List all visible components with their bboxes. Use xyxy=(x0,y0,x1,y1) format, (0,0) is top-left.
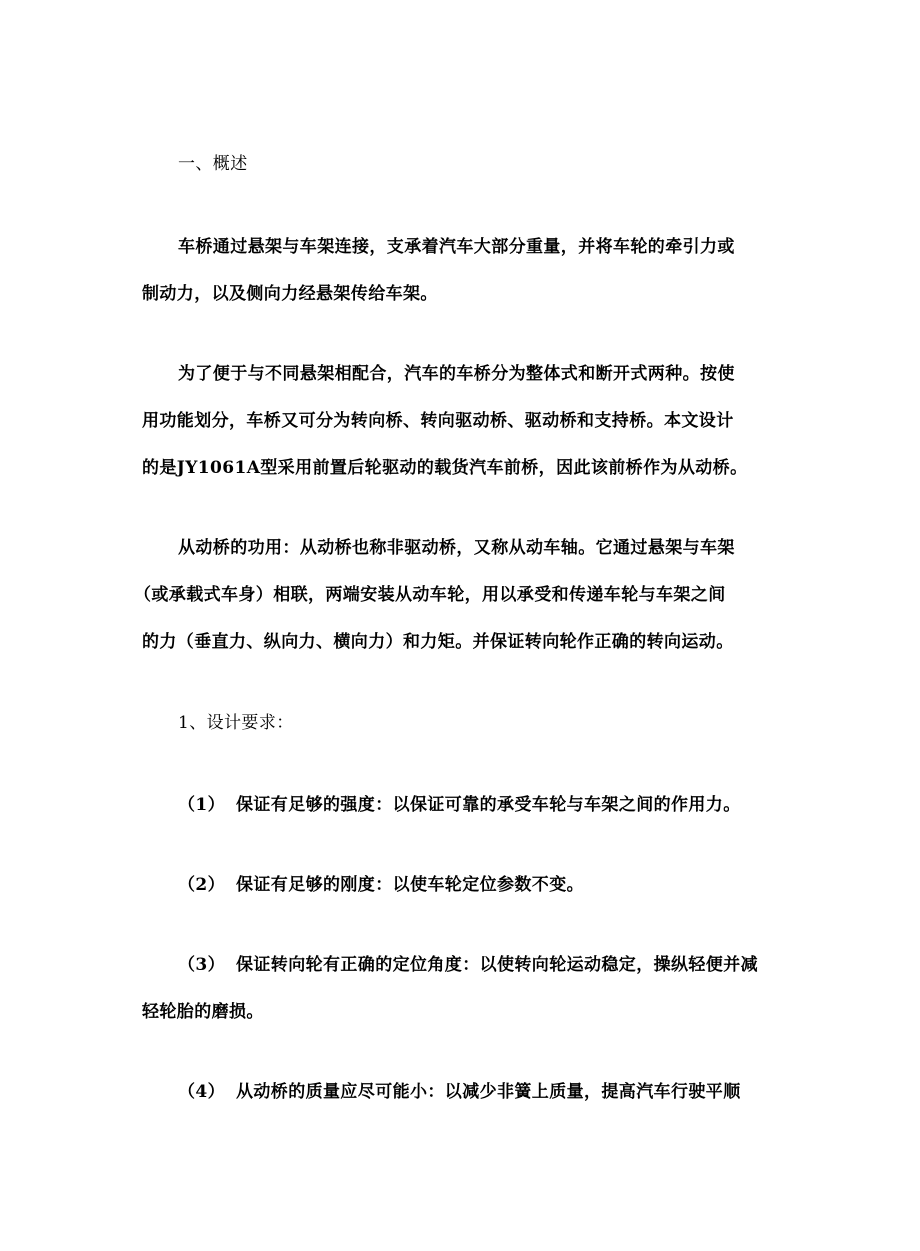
paragraph-3-line-1: 从动桥的功用：从动桥也称非驱动桥，又称从动车轴。它通过悬架与车架 xyxy=(178,538,735,558)
design-requirements-heading: 1、设计要求： xyxy=(178,713,294,733)
requirement-2 xyxy=(178,874,584,896)
requirement-3-line-2: 轻轮胎的磨损。 xyxy=(142,1002,264,1022)
requirement-text: 保证有足够的刚度：以使车轮定位参数不变。 xyxy=(236,875,584,895)
requirement-1 xyxy=(178,794,741,816)
requirement-4 xyxy=(178,1081,741,1103)
paragraph-2-line-2: 用功能划分，车桥又可分为转向桥、转向驱动桥、驱动桥和支持桥。本文设计 xyxy=(142,411,734,431)
section-heading: 一、概述 xyxy=(178,154,248,174)
requirement-text: 从动桥的质量应尽可能小：以减少非簧上质量，提高汽车行驶平顺 xyxy=(236,1082,741,1102)
paragraph-3-line-3: 的力（垂直力、纵向力、横向力）和力矩。并保证转向轮作正确的转向运动。 xyxy=(142,632,734,652)
requirement-text: 保证有足够的强度：以保证可靠的承受车轮与车架之间的作用力。 xyxy=(236,795,741,815)
paragraph-3-line-2: （或承载式车身）相联，两端安装从动车轮，用以承受和传递车轮与车架之间 xyxy=(134,585,726,605)
requirement-text: 保证转向轮有正确的定位角度：以使转向轮运动稳定，操纵轻便并减 xyxy=(236,955,758,975)
requirement-label: （4） xyxy=(178,1082,226,1102)
paragraph-1-line-1: 车桥通过悬架与车架连接，支承着汽车大部分重量，并将车轮的牵引力或 xyxy=(178,237,735,257)
requirement-label: （2） xyxy=(178,875,226,895)
paragraph-2-line-3: 的是JY1061A型采用前置后轮驱动的载货汽车前桥，因此该前桥作为从动桥。 xyxy=(142,458,748,478)
requirement-3-line-1 xyxy=(178,954,758,976)
paragraph-1-line-2: 制动力，以及侧向力经悬架传给车架。 xyxy=(142,284,438,304)
paragraph-2-line-1: 为了便于与不同悬架相配合，汽车的车桥分为整体式和断开式两种。按使 xyxy=(178,364,735,384)
requirement-label: （3） xyxy=(178,955,226,975)
requirement-label: （1） xyxy=(178,795,226,815)
